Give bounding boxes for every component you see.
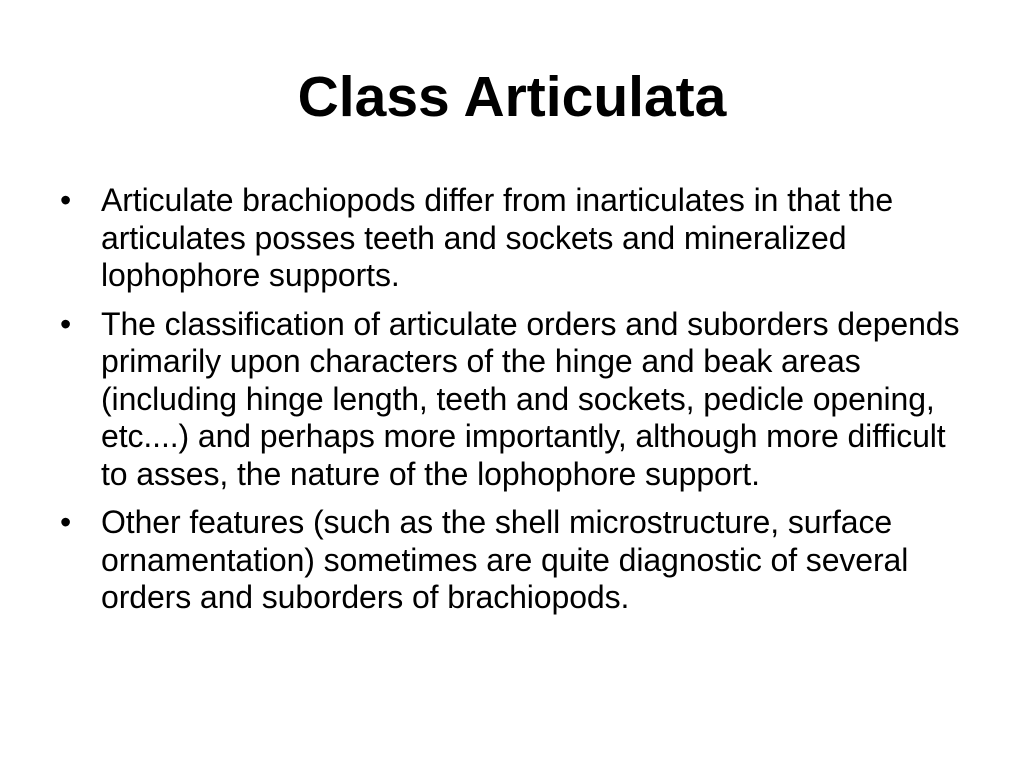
bullet-item (60, 182, 970, 295)
bullet-item (60, 306, 970, 494)
bullet-list (60, 182, 970, 628)
bullet-dot-icon: • (60, 182, 72, 218)
bullet-text: Articulate brachiopods differ from inarticulates in that the articulates posses teeth and sockets and mineralized lophophore supports. (101, 182, 894, 293)
slide-title: Class Articulata (297, 65, 727, 129)
bullet-text: Other features (such as the shell microstructure, surface ornamentation) sometimes are quite diagnostic of several orders and suborders of brachiopods. (101, 504, 909, 615)
bullet-item (60, 504, 970, 617)
bullet-dot-icon: • (60, 305, 72, 342)
bullet-text: The classification of articulate orders and suborders depends primarily upon characters of the hinge and beak areas (including hinge length, teeth and sockets, pedicle opening, etc....) and perhaps more importantly, although more difficult to asses, the nature of the lophophore support. (101, 305, 960, 492)
bullet-dot-icon: • (60, 504, 72, 540)
